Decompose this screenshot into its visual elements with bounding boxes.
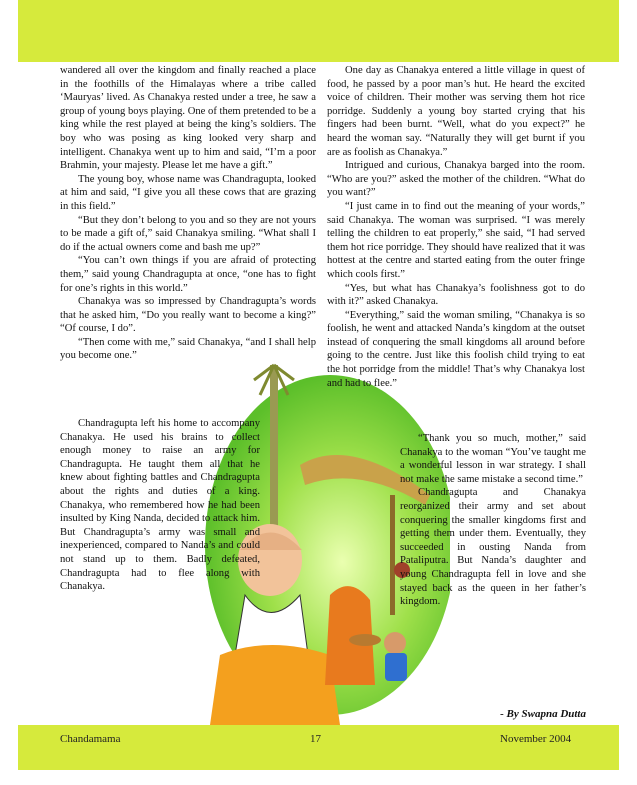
paragraph: “But they don’t belong to you and so they are not yours to be made a gift of,” said Chanakya smiling. “What shall I do if the actual owners come and bash me up?” xyxy=(60,214,316,253)
page-number: 17 xyxy=(310,733,321,745)
paragraph: “I just came in to find out the meaning of your words,” said Chanakya. The woman was surprised. “I was merely telling the children to eat properly,” she said, “I had served them hot rice porridge. They should have realized that it was hottest at the centre and started eating from the outer fringe which cools first.” xyxy=(327,200,585,280)
left-column-lower xyxy=(60,417,260,594)
paragraph: The young boy, whose name was Chandragupta, looked at him and said, “I give you all these cows that are grazing in this field.” xyxy=(60,173,316,212)
paragraph: Chandragupta and Chanakya reorganized their army and set about conquering the smaller kingdoms first and getting them under them. Eventually, they succeeded in ousting Nanda from Pataliputra. But Nanda’s daughter and young Chandragupta fell in love and she stayed back as the queen in her father’s kingdom. xyxy=(400,487,586,608)
paragraph: “You can’t own things if you are afraid of protecting them,” said young Chandragupta at once, “one has to fight for one’s rights in this world.” xyxy=(60,255,316,294)
paragraph: Intrigued and curious, Chanakya barged into the room. “Who are you?” asked the mother of the children. “What do you want?” xyxy=(327,160,585,199)
child-head xyxy=(384,632,406,654)
child-shirt xyxy=(385,653,407,681)
magazine-name: Chandamama xyxy=(60,733,121,745)
hut-post xyxy=(390,495,395,615)
paragraph: “Everything,” said the woman smiling, “Chanakya is so foolish, he went and attacked Nanda’s kingdom at the outset instead of conquering the small kingdoms all around before going to the centre. Just like this foolish child trying to eat the hot porridge from the middle! That’s why Chanakya lost and had to flee.” xyxy=(327,309,585,389)
right-column xyxy=(327,64,585,390)
chanakya-robe xyxy=(210,645,340,725)
header-band xyxy=(18,0,619,62)
paragraph: Chandragupta left his home to accompany Chanakya. He used his brains to collect enough money to raise an army for Chandragupta. He taught them all that he knew about fighting battles and Chandragupta about the rights and duties of a king. Chanakya, who remembered how he had been insulted by King Nanda, decided to attack him. But Chandragupta’s army was small and inexperienced, compared to Nanda’s and could not stand up to them. Badly defeated, Chandragupta had to flee along with Chanakya. xyxy=(60,418,260,593)
footer-band xyxy=(18,725,619,770)
right-column-lower xyxy=(400,432,586,609)
paragraph: “Yes, but what has Chanakya’s foolishness got to do with it?” asked Chanakya. xyxy=(327,282,585,308)
porridge-bowl xyxy=(349,634,381,646)
paragraph: Chanakya was so impressed by Chandragupta’s words that he asked him, “Do you really want to become a king?” “Of course, I do”. xyxy=(60,296,316,335)
paragraph: “Then come with me,” said Chanakya, “and I shall help you become one.” xyxy=(60,336,316,362)
left-column xyxy=(60,64,316,363)
palm-trunk xyxy=(270,365,278,545)
issue-date: November 2004 xyxy=(500,733,572,745)
paragraph: “Thank you so much, mother,” said Chanakya to the woman “You’ve taught me a wonderful lesson in war strategy. I shall not make the same mistake a second time.” xyxy=(400,433,586,485)
author-byline: - By Swapna Dutta xyxy=(500,708,586,720)
paragraph: One day as Chanakya entered a little village in quest of food, he passed by a poor man’s hut. He heard the excited voice of children. Their mother was serving them hot rice porridge. Suddenly a young boy started crying that his fingers had been burnt. “Well, what do you expect?” he heard the woman say. “Naturally they will get burnt if you are as foolish as Chanakya.” xyxy=(327,65,585,158)
paragraph: wandered all over the kingdom and finally reached a place in the foothills of the Himalayas where a tribe called ‘Mauryas’ lived. As Chanakya rested under a tree, he saw a group of young boys playing. One of them pretended to be a king while the rest played at being the king’s soldiers. The boy who was posing as king looked very sharp and intelligent. Chanakya went up to him and said, “I’m a poor Brahmin, your majesty. Please let me have a gift.” xyxy=(60,65,316,172)
